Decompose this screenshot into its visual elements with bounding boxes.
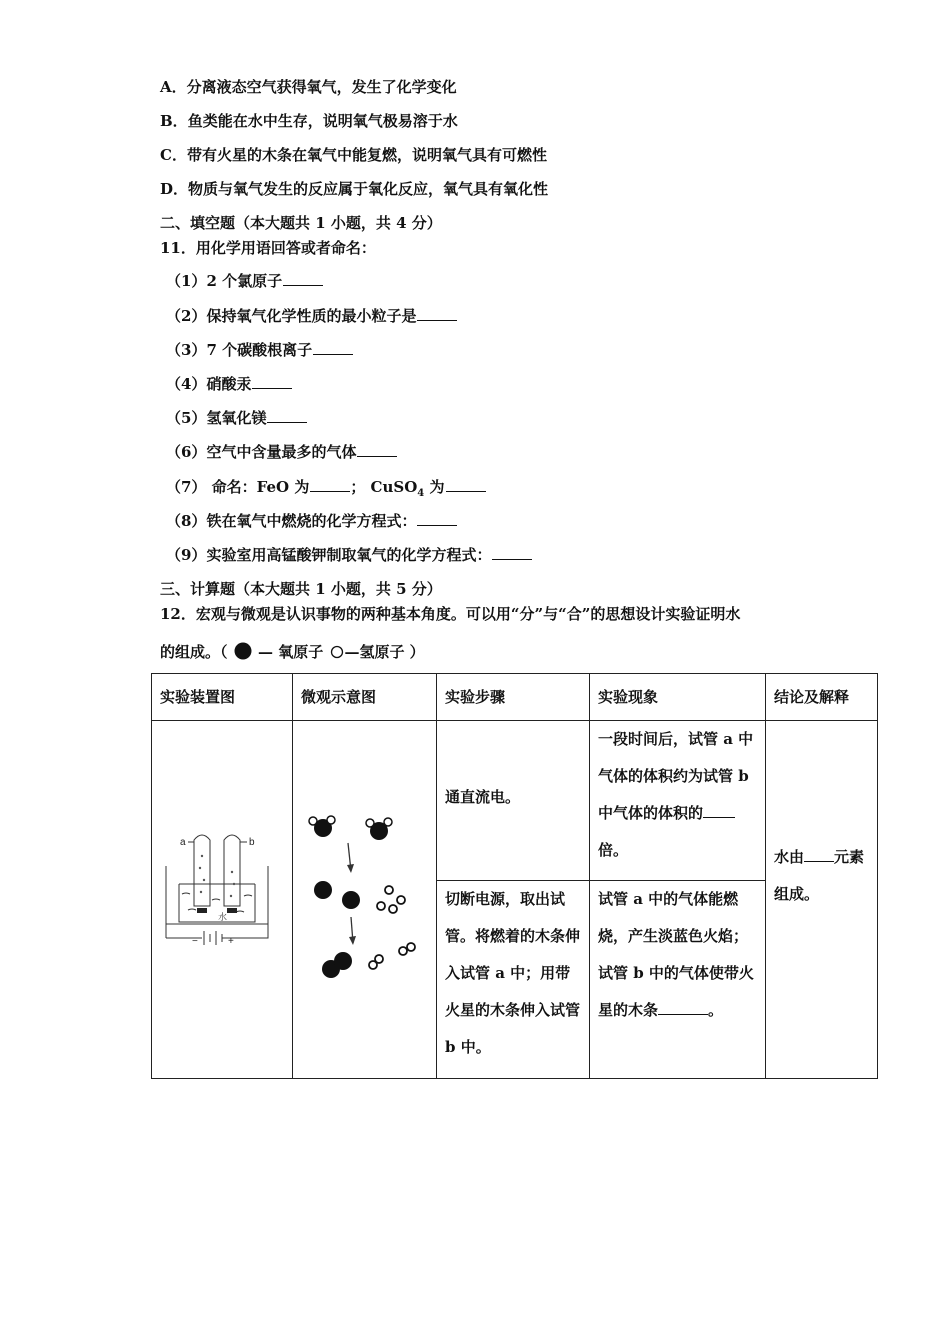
hydrogen-atom bbox=[385, 886, 393, 894]
test-tube-a bbox=[194, 835, 210, 906]
hydrogen-atom-legend-icon bbox=[330, 645, 344, 659]
apparatus-cell bbox=[152, 721, 293, 1079]
q12-stem-line1: 12．宏观与微观是认识事物的两种基本角度。可以用“分”与“合”的思想设计实验证明水 bbox=[160, 605, 741, 623]
answer-blank[interactable] bbox=[446, 477, 486, 492]
water-decomposition-micro-diagram bbox=[293, 793, 437, 993]
q11-stem: 11．用化学用语回答或者命名： bbox=[160, 239, 376, 257]
step-2-cell: 切断电源，取出试管。将燃着的木条伸入试管 a 中；用带火星的木条伸入试管 b 中。 bbox=[437, 881, 590, 1079]
option-d: D．物质与氧气发生的反应属于氧化反应，氧气具有氧化性 bbox=[160, 180, 549, 198]
section-2-title: 二、填空题（本大题共 1 小题，共 4 分） bbox=[160, 214, 442, 232]
q11-item-5: （5）氢氧化镁 bbox=[166, 407, 307, 429]
answer-blank[interactable] bbox=[492, 545, 532, 560]
section-3-title: 三、计算题（本大题共 1 小题，共 5 分） bbox=[160, 580, 442, 598]
option-b: B．鱼类能在水中生存，说明氧气极易溶于水 bbox=[160, 112, 458, 130]
minus-terminal-label: − bbox=[192, 935, 198, 947]
phenomenon-2-cell: 试管 a 中的气体能燃烧，产生淡蓝色火焰； 试管 b 中的气体使带火星的木条 。 bbox=[590, 881, 766, 1079]
hydrogen-atom bbox=[397, 896, 405, 904]
hydrogen-molecule bbox=[369, 955, 383, 969]
plus-terminal-label: + bbox=[228, 935, 234, 947]
tube-b-label: b bbox=[249, 836, 255, 848]
answer-blank[interactable] bbox=[417, 511, 457, 526]
step-1-cell: 通直流电。 bbox=[437, 721, 590, 881]
answer-blank[interactable] bbox=[267, 408, 307, 423]
tube-a-label: a bbox=[180, 836, 186, 848]
water-molecule-2 bbox=[366, 818, 392, 840]
answer-blank[interactable] bbox=[313, 340, 353, 355]
arrow-down-icon bbox=[347, 864, 354, 873]
answer-blank[interactable] bbox=[417, 306, 457, 321]
header-apparatus: 实验装置图 bbox=[152, 674, 293, 721]
q11-item-8: （8）铁在氧气中燃烧的化学方程式： bbox=[166, 510, 457, 532]
answer-blank[interactable] bbox=[357, 442, 397, 457]
hydrogen-molecule bbox=[399, 943, 415, 955]
answer-blank[interactable] bbox=[252, 374, 292, 389]
oxygen-atom bbox=[342, 891, 360, 909]
q11-item-2: （2）保持氧气化学性质的最小粒子是 bbox=[166, 305, 457, 327]
answer-blank[interactable] bbox=[310, 477, 350, 492]
hydrogen-atom bbox=[377, 902, 385, 910]
q11-item-7: （7） 命名：FeO 为 ； CuSO$_4$ 为 bbox=[166, 476, 486, 505]
oxygen-atom bbox=[314, 881, 332, 899]
option-a: A．分离液态空气获得氧气，发生了化学变化 bbox=[160, 78, 457, 96]
water-molecule-1 bbox=[309, 816, 335, 837]
q11-item-1: （1）2 个氯原子 bbox=[166, 270, 323, 292]
q11-item-6: （6）空气中含量最多的气体 bbox=[166, 441, 397, 463]
header-micro-diagram: 微观示意图 bbox=[293, 674, 437, 721]
hydrogen-atom bbox=[389, 905, 397, 913]
water-label: 水 bbox=[218, 912, 228, 923]
answer-blank[interactable] bbox=[804, 847, 834, 862]
oxygen-molecule bbox=[322, 952, 352, 978]
header-steps: 实验步骤 bbox=[437, 674, 590, 721]
electrolysis-apparatus-diagram bbox=[152, 828, 290, 958]
q11-item-3: （3）7 个碳酸根离子 bbox=[166, 339, 353, 361]
q11-item-9: （9）实验室用高锰酸钾制取氧气的化学方程式： bbox=[166, 544, 532, 566]
option-c: C．带有火星的木条在氧气中能复燃，说明氧气具有可燃性 bbox=[160, 146, 547, 164]
experiment-table bbox=[151, 673, 878, 1079]
header-phenomenon: 实验现象 bbox=[590, 674, 766, 721]
oxygen-atom-legend-icon bbox=[233, 642, 253, 660]
answer-blank[interactable] bbox=[658, 1000, 708, 1015]
micro-diagram-cell bbox=[293, 721, 437, 1079]
answer-blank[interactable] bbox=[283, 271, 323, 286]
table-header-row bbox=[152, 674, 878, 721]
phenomenon-1-cell: 一段时间后，试管 a 中气体的体积约为试管 b 中气体的体积的倍。 bbox=[590, 721, 766, 881]
q12-stem-line2: 的组成。（ — 氧原子 —氢原子 ） bbox=[160, 643, 425, 661]
arrow-down-icon bbox=[349, 936, 356, 945]
q11-item-4: （4）硝酸汞 bbox=[166, 373, 292, 395]
table-row bbox=[152, 721, 878, 881]
conclusion-cell: 水由 元素组成。 bbox=[766, 721, 878, 1079]
answer-blank[interactable] bbox=[703, 803, 735, 818]
header-conclusion: 结论及解释 bbox=[766, 674, 878, 721]
